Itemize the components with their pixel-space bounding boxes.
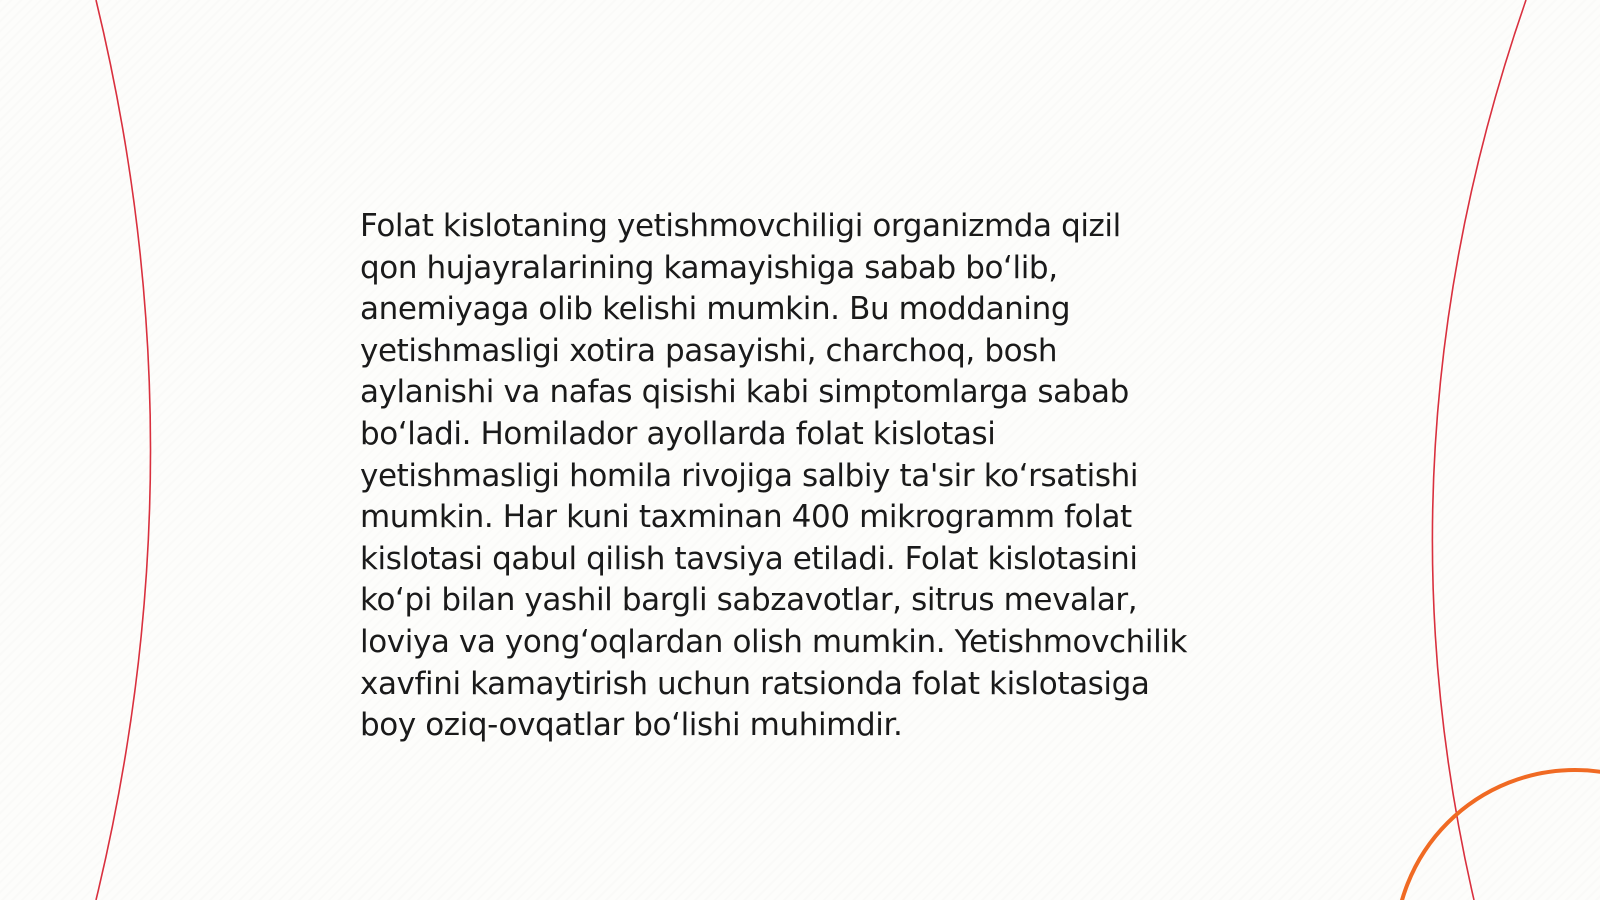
- paragraph-line: aylanishi va nafas qisishi kabi simptomlarga sabab: [360, 374, 1129, 411]
- paragraph-line: anemiyaga olib kelishi mumkin. Bu moddaning: [360, 291, 1071, 328]
- orange-circle-arc: [1395, 770, 1600, 900]
- paragraph-line: ko‘pi bilan yashil bargli sabzavotlar, sitrus mevalar,: [360, 582, 1138, 619]
- paragraph-line: yetishmasligi homila rivojiga salbiy ta'sir ko‘rsatishi: [360, 457, 1139, 494]
- paragraph-line: mumkin. Har kuni taxminan 400 mikrogramm folat: [360, 499, 1132, 536]
- paragraph-line: kislotasi qabul qilish tavsiya etiladi. Folat kislotasini: [360, 540, 1138, 577]
- paragraph-line: qon hujayralarining kamayishiga sabab bo‘lib,: [360, 249, 1058, 286]
- body-paragraph: [360, 206, 1260, 747]
- paragraph-line: boy oziq-ovqatlar bo‘lishi muhimdir.: [360, 707, 903, 744]
- paragraph-line: yetishmasligi xotira pasayishi, charchoq, bosh: [360, 332, 1058, 369]
- paragraph-line: loviya va yong‘oqlardan olish mumkin. Yetishmovchilik: [360, 623, 1188, 660]
- paragraph-line: bo‘ladi. Homilador ayollarda folat kislotasi: [360, 415, 996, 452]
- left-curve-line: [96, 0, 151, 900]
- right-curve-line: [1432, 0, 1526, 900]
- paragraph-line: xavfini kamaytirish uchun ratsionda folat kislotasiga: [360, 665, 1150, 702]
- paragraph-line: Folat kislotaning yetishmovchiligi organizmda qizil: [360, 208, 1121, 244]
